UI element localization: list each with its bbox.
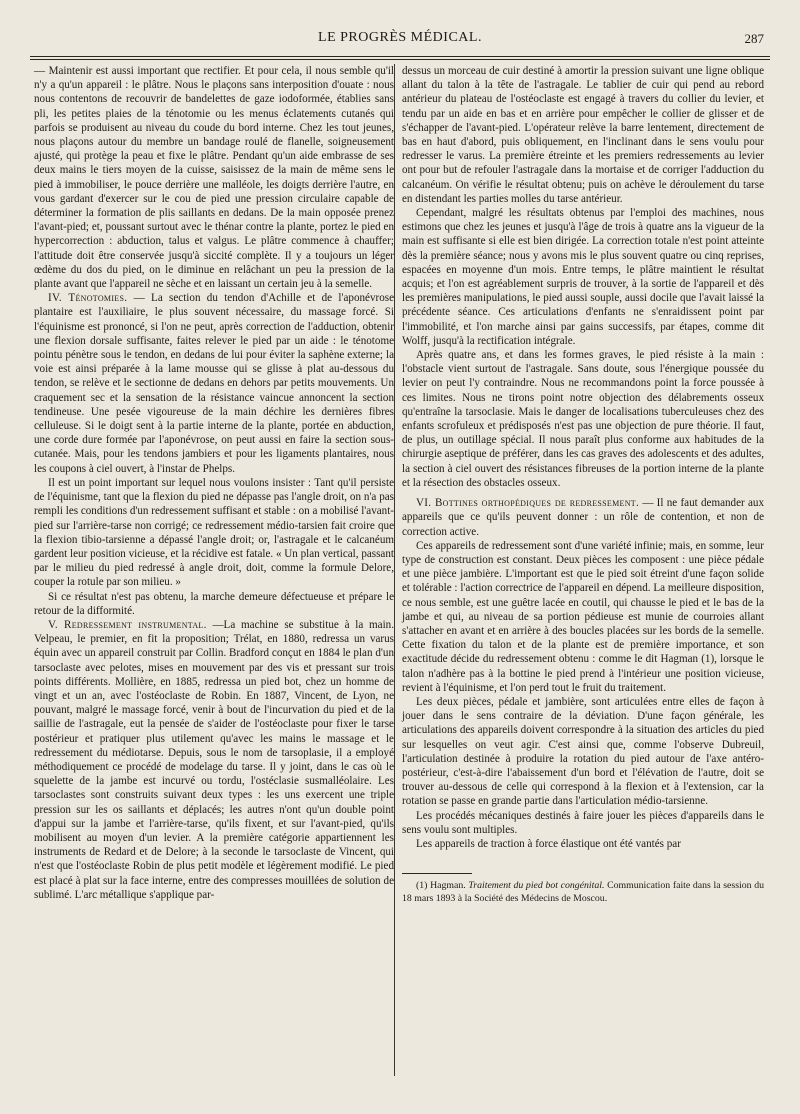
section-heading: V. Redressement instrumental. — [48, 618, 207, 631]
paragraph: Cependant, malgré les résultats obtenus par l'emploi des machines, nous estimons que chez les jeunes et jusqu'à l'âge de trois à quatre ans la vigueur de la main est suffisante si elle est bien dirigée. La correction totale n'est point atteinte dès la première séance; nous y avons mis le plus souvent quatre ou cinq reprises, espacées en moyenne d'un mois. Entre temps, le plâtre maintient le résultat acquis; et l'on est agréablement surpris de trouver, à la sortie de l'appareil et dès les premières manipulations, le pied aussi souple, aussi docile que l'avait laissé la précédente séance. Ces articulations d'enfants ne s'enraidissent point par l'immobilité, et l'on marche ainsi par gains successifs, par étapes, comme dit Wolff, jusqu'à la rectification intégrale. — [402, 207, 764, 347]
paragraph: Il est un point important sur lequel nous voulons insister : Tant qu'il persiste de l'équinisme, tant que la flexion du pied ne dépasse pas l'angle droit, on n'a pas rempli les conditions d'un redressement suffisant et stable : on a mobilisé l'avant-pied sur l'arrière-tarse non corrigé; ce redressement médio-tarsien fait croire que la flexion tibio-tarsienne a dépassé l'angle droit; or, l'astragale et le calcanéum gardent leur position vicieuse, et la récidive est fatale. « Un plan vertical, passant par le milieu du pied redressé à angle droit, doit, comme la formule Delore, couper la rotule par son milieu. » — [34, 476, 394, 589]
header-rule-bottom — [30, 59, 770, 60]
section-heading: IV. Ténotomies. — [48, 292, 128, 305]
running-title: LE PROGRÈS MÉDICAL. — [318, 30, 482, 45]
right-column — [402, 64, 764, 905]
section-paragraph — [34, 618, 394, 902]
footnote-number: (1) Hagman. — [416, 880, 469, 892]
section-paragraph — [402, 496, 764, 539]
header-rule-top — [30, 56, 770, 57]
paragraph: Les procédés mécaniques destinés à faire jouer les pièces d'appareils dans le sens voulu sont multiples. — [402, 809, 764, 836]
paragraph: Si ce résultat n'est pas obtenu, la marche demeure défectueuse et prépare le retour de la difformité. — [34, 590, 394, 617]
section-text: —La machine se substitue à la main. Velpeau, le premier, en fit la proposition; Trélat, en 1880, redressa un varus équin avec un appareil construit par Collin. Bradford conçut en 1884 le plan d'un tarsoclaste avec pelotes, mises en mouvement par des vis et pressant sur trois points différents. Mollière, en 1885, redressa un pied bot, chez un homme de vingt et un an, avec l'ostéoclaste de Robin. En 1887, Vincent, de Lyon, ne pouvant, malgré le massage forcé, venir à bout de l'incurvation du pied et de la saillie de l'astragale, eut la pensée de s'aider de l'ostéoclaste pour fixer le tarse postérieur et pratiquer plus utilement qu'avec les mains le massage et le redressement du médiotarse. Depuis, sous le nom de tarsoplasie, il a employé méthodiquement ce procédé de modelage du tarse. Il y joint, dans le cas où le squelette de la jambe est incurvé ou tordu, l'ostéclasie susmalléolaire. Les tarsoclastes sont construits suivant deux types : les uns exercent une triple pression sur les os saillants et déplacés; les autres n'ont qu'un double point d'appui sur la jambe et l'arrière-tarse, qu'ils fixent, et sur l'avant-pied, qu'ils mobilisent au moyen d'un levier. A la première catégorie appartiennent les instruments de Redard et de Delore; à la seconde le tarsoclaste de Vincent, qui n'est que l'ostéoclaste Robin de plus petit modèle et légèrement modifié. Le pied est placé à plat sur la face interne, entre des compresses mouillées de solution de sublimé. L'arc métallique s'applique par- — [34, 618, 394, 901]
footnote-title: Traitement du pied bot congénital. — [468, 880, 605, 892]
section-heading: VI. Bottines orthopédiques de redressement. — [416, 497, 640, 510]
paragraph: dessus un morceau de cuir destiné à amortir la pression suivant une ligne oblique allant du talon à la tête de l'astragale. Le tablier de cuir qui pend au rebord antérieur du plateau de l'ostéoclaste est engagé à travers du collier du levier, et tendu par un aide en bas et en arrière pour empêcher le collier de glisser et de s'échapper de l'avant-pied. L'opérateur relève la barre lentement, directement de bas en haut d'abord, puis obliquement, en l'inclinant dans le sens voulu pour redresser le varus. La première étreinte et les premiers redressements au levier ont pour but de refouler l'astragale dans la mortaise et de corriger l'adduction du calcanéum. On vérifie le résultat obtenu; puis on achève le déroulement du tarse en distendant les parties molles du tarse antérieur. — [402, 65, 764, 205]
paragraph: Les deux pièces, pédale et jambière, sont articulées entre elles de façon à jouer dans le sens contraire de la déviation. D'une façon générale, les articulations des appareils doivent correspondre à la situation des articles du pied sur lesquelles on veut agir. C'est ainsi que, comme l'observe Dubreuil, l'articulation destinée à produire la rotation du pied autour de l'axe antéro-postérieur, c'est-à-dire l'abaissement d'un bord et l'élévation de l'autre, doit se trouver au-dessous de celle qui correspond à la flexion et à l'extension, car la rotation se passe en grande partie dans l'articulation médio-tarsienne. — [402, 695, 764, 808]
page-header — [30, 30, 770, 50]
left-column — [34, 64, 394, 902]
paragraph: Les appareils de traction à force élastique ont été vantés par — [416, 837, 681, 850]
paragraph: Ces appareils de redressement sont d'une variété infinie; mais, en somme, leur type de construction est constant. Deux pièces les composent : une pièce pédale et une pièce jambière. L'important est que le pied soit étreint d'une façon solide et tolérable : l'action correctrice de l'appareil en dépend. La meilleure disposition, ce nous semble, est une guêtre lacée en coutil, qui chausse le pied et le bas de la jambe et qui, au niveau de sa portion pédieuse est munie de courroies allant s'attacher en avant et en arrière à des boucles placées sur les bords de la semelle. Cette fixation du talon et de la plante est de première importance, et son exactitude décide du redressement obtenu : comme le dit Hagman (1), lorsque le talon n'adhère pas à la bottine le pied prend à l'intérieur une position vicieuse, revient à l'équinisme, et l'on perd tout le fruit du traitement. — [402, 539, 764, 694]
footnote-rule — [402, 873, 472, 874]
section-paragraph — [34, 291, 394, 476]
paragraph: Après quatre ans, et dans les formes graves, le pied résiste à la main : l'obstacle vient surtout de l'astragale. Sans doute, sous l'énergique poussée du levier on peut l'y contraindre. Nous ne recommandons point la force poussée à ces limites. Nous ne tirons point notre objection des délabrements osseux qu'entraîne la tarsoclasie. Mais le danger de localisations tuberculeuses chez des enfants scrofuleux et prédisposés n'est pas une objection de pure théorie. Il faut, de plus, un outillage spécial. Il nous paraît plus conforme aux habitudes de la chirurgie aseptique de préférer, dans les cas graves des adolescents et des adultes, la section à ciel ouvert des résistances fibreuses de la portion interne de la plante et la résection des obstacles osseux. — [402, 349, 764, 489]
section-text: — La section du tendon d'Achille et de l'aponévrose plantaire est l'auxiliaire, le plus souvent nécessaire, du massage forcé. Si l'équinisme est prononcé, si l'on ne peut, après correction de l'adduction, obtenir une flexion dorsale suffisante, faites relever le pied par un aide : le ténotome pointu pénètre sous le tendon, en dedans de lui pour éviter la saphène externe; la voie est ainsi préparée à la lame mousse qui se glisse à plat au-dessous du tendon, se relève et le sectionne de dedans en dehors par petits mouvements. Un craquement sec et la sensation de la résistance vaincue annoncent la section tendineuse. Une pesée vigoureuse de la main déchire les dernières fibres celluleuse. Si le doigt sent à la partie interne de la plante, portée en abduction, une corde dure formée par l'aponévrose, on peut aussi en faire la section sous-cutanée. Mais, pour les tendons jambiers et pour les ligaments plantaires, nous les coupons à ciel ouvert, à l'instar de Phelps. — [34, 292, 394, 475]
page-number: 287 — [744, 31, 764, 46]
footnote — [402, 880, 764, 905]
column-divider — [394, 64, 395, 1076]
paragraph: — Maintenir est aussi important que rectifier. Et pour cela, il nous semble qu'il n'y a qu'un appareil : le plâtre. Nous le plaçons sans interposition d'ouate : nous nous contentons de recouvrir de bandelettes de gaze iodoformée, établies sans pli, les petites plaies de la ténotomie ou les menus éclatements cutanés qui parfois se produisent au niveau du coude du bord interne. Chez les tout jeunes, nous plaçons autour du membre un bandage roulé de flanelle, soigneusement ajusté, qui protège la peau et fixe le plâtre. Pendant qu'un aide embrasse de ses deux mains le tiers moyen de la cuisse, saisissez de la main de même sens le pied à immobiliser, le pouce derrière une malléole, les doigts derrière l'autre, en vous gardant d'exercer sur le cou de pied une pression circulaire capable de déterminer la formation de plis saillants en dedans. De la main opposée prenez l'avant-pied; et, poussant surtout avec le thénar contre la plante, portez le pied en hypercorrection : abduction, talus et valgus. Le plâtre commence à chauffer; l'attitude doit être conservée jusqu'à siccité complète. Il y a toujours un léger œdème du dos du pied, on le diminue en relâchant un peu la pression de la plante avant que l'appareil ne sèche et en laissant un certain jeu à la semelle. — [34, 65, 394, 291]
section-text: — Il ne faut demander aux appareils que ce qu'ils peuvent donner : un rôle de contention, et non de correction active. — [402, 497, 765, 538]
footnote-text: Communication faite dans la session du 18 mars 1893 à la Société des Médecins de Moscou. — [402, 880, 764, 904]
